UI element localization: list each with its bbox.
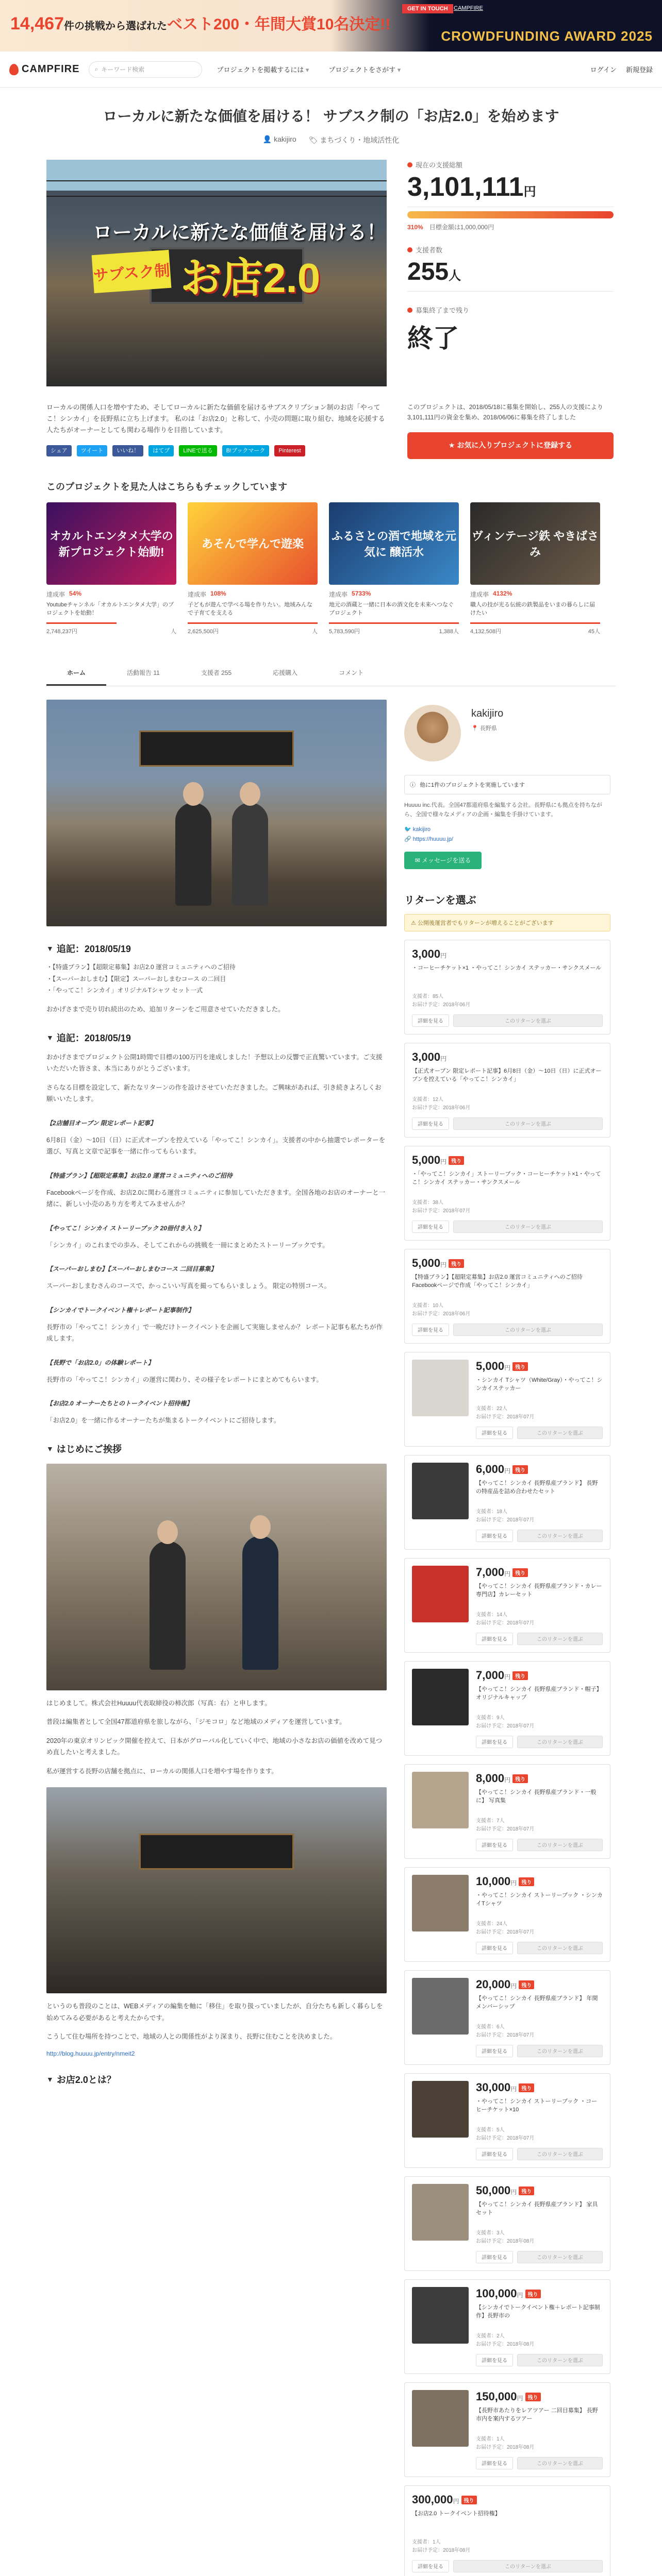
sky: [46, 160, 387, 191]
return-item[interactable]: [404, 2382, 610, 2477]
remaining-value: 終了: [407, 324, 459, 353]
detail-button[interactable]: 詳細を見る: [476, 1736, 513, 1748]
return-meta: 支援者：2人 お届け予定：2018年08月: [476, 2333, 535, 2347]
return-image: [412, 1875, 469, 1931]
person-head: [183, 782, 204, 806]
tab-supporters[interactable]: 支援者 255: [201, 669, 232, 676]
subheading: 【シンカイでトークイベント権＋レポート記事制作】: [46, 1306, 194, 1314]
remaining-label: 募集終了まで残り: [407, 305, 614, 315]
select-return-button[interactable]: このリターンを選ぶ: [517, 1839, 603, 1851]
select-return-button[interactable]: このリターンを選ぶ: [517, 1530, 603, 1542]
remaining-badge: 残り: [461, 2496, 477, 2504]
return-item[interactable]: [404, 1558, 610, 1653]
return-meta: 支援者：10人 お届け予定：2018年06月: [412, 1302, 471, 1317]
return-meta: 支援者：9人 お届け予定：2018年07月: [476, 1715, 535, 1729]
paragraph: 「シンカイ」のこれまでの歩み、そしてこれからの挑戦を一冊にまとめたストーリーブックです。: [46, 1241, 329, 1249]
remaining-badge: 残り: [512, 1568, 528, 1577]
card-thumbnail: オカルトエンタメ大学の新プロジェクト始動!: [46, 502, 176, 585]
person: [175, 803, 211, 906]
paragraph: Facebookページを作成、お店2.0に関わる運営コミュニティに参加していただきます。全国各地のお店のオーナーと一緒に、新しい小売のあり方を考えてみませんか？: [46, 1189, 386, 1208]
select-return-button[interactable]: このリターンを選ぶ: [517, 2148, 603, 2160]
return-meta: 支援者：3人 お届け予定：2018年08月: [476, 2230, 535, 2244]
card-caption: 地元の酒蔵と一緒に日本の酒文化を未来へつなぐプロジェクト: [329, 601, 454, 617]
return-item[interactable]: [404, 1764, 610, 1859]
search-input[interactable]: ⌕ キーワード検索: [89, 61, 202, 78]
return-image: [412, 1772, 469, 1828]
blog-link[interactable]: http://blog.huuuu.jp/entry/nmeit2: [46, 2049, 135, 2057]
person: [242, 1536, 278, 1670]
detail-button[interactable]: 詳細を見る: [412, 2560, 449, 2572]
progress-bar: [407, 211, 614, 218]
owner-place: 📍 長野県: [471, 725, 497, 732]
person-head: [157, 1520, 178, 1544]
owner-link[interactable]: 👤 kakijiro: [262, 135, 296, 143]
detail-button[interactable]: 詳細を見る: [476, 2045, 513, 2057]
owner-link-twitter[interactable]: 🐦 kakijiro: [404, 826, 431, 833]
paragraph: 6月8日（金）〜10日（日）に正式オープンを控えている「やってこ！シンカイ」。支援者の中から抽選でレポーターを選び、写真と文章で記事を一緒に作ってもらいます。: [46, 1136, 386, 1156]
return-title: ・コーヒーチケット×1 ・やってこ！シンカイ ステッカー・サンクスメール: [412, 964, 602, 971]
paragraph: というのも普段のことは、WEBメディアの編集を軸に「移住」を取り扱っていましたが、自分たちも新しく暮らしを始めてみる必要があると考えたからです。: [46, 2003, 383, 2022]
return-buttons: [412, 1014, 603, 1027]
favorite-button[interactable]: ★ お気に入りプロジェクトに登録する: [407, 432, 614, 459]
line-button[interactable]: LINEで送る: [179, 445, 217, 456]
hatena-button[interactable]: はてブ: [148, 445, 174, 456]
card-meta: 4,132,508円 45人: [470, 628, 600, 635]
select-return-button[interactable]: このリターンを選ぶ: [453, 1014, 603, 1027]
return-title: 【シンカイでトークイベント権＋レポート記事制作】長野市の: [476, 2304, 600, 2319]
duo-photo: [46, 1464, 387, 1690]
detail-button[interactable]: 詳細を見る: [412, 1117, 449, 1130]
return-title: ・やってこ！シンカイ ストーリーブック ・コーヒーチケット×10: [476, 2098, 598, 2113]
return-meta: 支援者：1人 お届け予定：2018年08月: [476, 2436, 535, 2450]
card-rate: 達成率 108%: [188, 589, 226, 598]
detail-button[interactable]: 詳細を見る: [476, 2457, 513, 2469]
return-buttons: [476, 1736, 603, 1748]
remaining-badge: 残り: [525, 2290, 541, 2298]
update-list: ・【特盛プラン】【超限定募集】お店2.0 運営コミュニティへのご招待 ・【スーパーおしまむ】【限定】スーパーおしまむコース の二回目 ・「やってこ！シンカイ」オリジナルTシャツ セット一式: [46, 963, 236, 994]
return-title: 【正式オープン 限定レポート記事】6月8日（金）〜10日（日）に正式オープンを控えている「やってこ！シンカイ」: [412, 1067, 602, 1083]
owner-card: [404, 700, 610, 767]
remaining-badge: 残り: [512, 1671, 528, 1680]
return-buttons: [412, 1221, 603, 1233]
return-meta: 支援者：38人 お届け予定：2018年07月: [412, 1199, 471, 1214]
main-content: [0, 700, 662, 2576]
banner-tag[interactable]: GET IN TOUCH: [402, 4, 453, 13]
recommend-card[interactable]: [329, 502, 459, 635]
select-return-button[interactable]: このリターンを選ぶ: [453, 2560, 603, 2572]
owner-name[interactable]: kakijiro: [471, 707, 504, 719]
owner-info: [471, 705, 503, 761]
paragraph: 長野市の「やってこ！シンカイ」の運営に関わり、その様子をレポートにまとめてもらいます。: [46, 1376, 323, 1383]
return-image: [412, 1978, 469, 2035]
paragraph: おかげさまでプロジェクト公開1時間で目標の100万円を達成しました！予想以上の反響で正直驚いています。ご支援いただいた皆さま、本当にありがとうございます。: [46, 1053, 383, 1073]
lead-text: ローカルの関係人口を増やすため、そしてローカルに新たな価値を届けるサブスクリプション制のお店「やってこ！シンカイ」を長野県に立ち上げます。 私のは「お店2.0」と称して、小売の問題に取り組む、地域を応援する人たちがオーナーとしても関わる場作りを目指しています。 シェア ツイート いいね！ はてブ LINEで送る B!ブックマーク Pinterest: [46, 402, 387, 459]
amount-value: 3,101,111円: [407, 172, 614, 207]
returns-title: リターンを選ぶ: [404, 894, 476, 906]
card-caption: 子どもが遊んで学べる場を作りたい。地域みんなで子育てを支える: [188, 601, 312, 617]
select-return-button[interactable]: このリターンを選ぶ: [453, 1117, 603, 1130]
return-price: 300,000円 残り: [412, 2493, 603, 2506]
return-meta: 支援者：18人 お届け予定：2018年07月: [476, 1509, 535, 1523]
return-item[interactable]: [404, 2176, 610, 2271]
return-buttons: [476, 2251, 603, 2263]
intro: [0, 402, 662, 459]
owner-link-site[interactable]: 🔗 https://huuuu.jp/: [404, 836, 454, 842]
detail-button[interactable]: 詳細を見る: [412, 1221, 449, 1233]
return-meta: 支援者：12人 お届け予定：2018年06月: [412, 1096, 471, 1111]
owner-links: [404, 825, 610, 844]
detail-button[interactable]: 詳細を見る: [412, 1014, 449, 1027]
return-body: [476, 1566, 603, 1645]
return-body: [476, 1978, 603, 2057]
wire: [46, 180, 387, 181]
paragraph: こうして住む場所を持つことで、地域の人との関係性がより深まり、長野に住むことを決めました。: [46, 2033, 337, 2041]
section-heading: ▼ 追記：2018/05/19: [46, 942, 387, 955]
recommend-grid: [0, 502, 662, 635]
subheading: 【やってこ！シンカイ ストーリーブック 20冊付き入り】: [46, 1224, 204, 1232]
select-return-button[interactable]: このリターンを選ぶ: [453, 1324, 603, 1336]
select-return-button[interactable]: このリターンを選ぶ: [517, 2045, 603, 2057]
return-price: 5,000円 残り: [412, 1257, 603, 1270]
return-item[interactable]: [404, 2485, 610, 2576]
return-price: 6,000円 残り: [476, 1463, 603, 1476]
tab-home[interactable]: ホーム: [46, 661, 106, 686]
return-body: [476, 2390, 603, 2469]
card-meta: 2,748,237円 人: [46, 628, 176, 635]
clock-icon: [407, 308, 412, 313]
category-link[interactable]: 🏷 まちづくり・地域活性化: [308, 136, 400, 144]
message-button[interactable]: ✉ メッセージを送る: [404, 852, 482, 869]
return-title: 【お店2.0 トークイベント招待権】: [412, 2510, 501, 2517]
detail-button[interactable]: 詳細を見る: [476, 1530, 513, 1542]
return-item[interactable]: [404, 1352, 610, 1447]
return-image: [412, 1463, 469, 1519]
return-buttons: [476, 2045, 603, 2057]
banner-headline: 14,467件の挑戦から選ばれたベスト200・年間大賞10名決定!!: [10, 14, 391, 33]
hero: [0, 160, 662, 386]
detail-button[interactable]: 詳細を見る: [412, 1324, 449, 1336]
return-image: [412, 1669, 469, 1725]
card-rate: 達成率 4132%: [470, 589, 512, 598]
return-title: ・シンカイ Tシャツ（White/Gray）・やってこ！シンカイステッカー: [476, 1377, 603, 1392]
paragraph: 「お店2.0」を一緒に作るオーナーたちが集まるトークイベントにご招待します。: [46, 1417, 280, 1425]
campfire-logo[interactable]: CAMPFIRE: [9, 63, 79, 75]
person-icon: [407, 247, 412, 252]
return-title: 【特盛プラン】【超限定募集】お店2.0 運営コミュニティへのご招待 Facebookページで作成「やってこ！シンカイ」: [412, 1274, 583, 1289]
return-item[interactable]: [404, 2279, 610, 2374]
return-body: [412, 947, 603, 1027]
recommend-card[interactable]: [46, 502, 176, 635]
return-meta: 支援者：1人 お届け予定：2018年08月: [412, 2539, 471, 2553]
subheading: 【長野で「お店2.0」の体験レポート】: [46, 1359, 154, 1366]
return-image: [412, 2081, 469, 2138]
return-body: [476, 1360, 603, 1439]
card-progress: [188, 622, 318, 624]
return-image: [412, 2184, 469, 2241]
section-heading: ▼ 追記：2018/05/19: [46, 1031, 387, 1044]
nav-find-project[interactable]: プロジェクトをさがす ▾: [323, 64, 406, 74]
funding-stats: [407, 160, 614, 386]
info-icon: ⓘ: [410, 782, 416, 788]
return-title: ・「やってこ！シンカイ」ストーリーブック・コーヒーチケット×1・やってこ！シンカイ ステッカー・サンクスメール: [412, 1171, 601, 1186]
paragraph: 長野市の「やってこ！シンカイ」で一晩だけトークイベントを企画して実施しませんか？ レポート記事も私たちが作成します。: [46, 1323, 383, 1343]
owner-other-projects[interactable]: ⓘ 他に1件のプロジェクトを実施しています: [404, 775, 610, 794]
return-meta: 支援者：7人 お届け予定：2018年07月: [476, 1818, 535, 1832]
return-item[interactable]: [404, 1043, 610, 1138]
sidebar: [404, 700, 610, 2576]
return-body: [476, 1463, 603, 1542]
subheading: 【2店舗目オープン 限定レポート記事】: [46, 1119, 156, 1127]
person-head: [250, 1515, 271, 1539]
return-buttons: [412, 1324, 603, 1336]
return-title: 【やってこ！シンカイ 長野県産ブランド】 長野の特産品を詰め合わせたセット: [476, 1480, 598, 1495]
return-body: [476, 2287, 603, 2366]
return-buttons: [476, 2354, 603, 2366]
return-price: 20,000円 残り: [476, 1978, 603, 1991]
person: [150, 1541, 186, 1670]
section-heading: ▼ お店2.0とは？: [46, 2073, 387, 2086]
remaining-badge: 残り: [512, 1362, 528, 1371]
return-image: [412, 1360, 469, 1416]
return-body: [476, 2081, 603, 2160]
paragraph: おかげさまで売り切れ続出のため、追加リターンをご用意させていただきました。: [46, 1006, 285, 1013]
return-title: 【やってこ！シンカイ 長野県産ブランド・カレー専門店】カレーセット: [476, 1583, 602, 1598]
return-body: [476, 1772, 603, 1851]
return-buttons: [476, 2148, 603, 2160]
card-rate: 達成率 5733%: [329, 589, 371, 598]
return-body: [412, 1257, 603, 1336]
flame-icon: [9, 64, 19, 75]
return-title: 【やってこ！シンカイ 長野県産ブランド】 家具セット: [476, 2201, 598, 2216]
return-body: [476, 2184, 603, 2263]
card-caption: 職人の技が光る伝統の鉄製品をいまの暮らしに届けたい: [470, 601, 595, 617]
detail-button[interactable]: 詳細を見る: [476, 1633, 513, 1645]
return-price: 7,000円 残り: [476, 1669, 603, 1682]
project-meta: [0, 135, 662, 145]
detail-button[interactable]: 詳細を見る: [476, 2354, 513, 2366]
share-buttons: [46, 445, 387, 456]
card-caption: Youtubeチャンネル「オカルトエンタメ大学」のプロジェクトを始動！: [46, 601, 174, 617]
hero-tag: サブスク制: [92, 250, 172, 293]
header: [0, 52, 662, 88]
return-price: 7,000円 残り: [476, 1566, 603, 1579]
nav-start-project[interactable]: プロジェクトを掲載するには ▾: [211, 64, 314, 74]
shop-photo: [46, 1787, 387, 1993]
return-item[interactable]: [404, 1455, 610, 1550]
return-price: 150,000円 残り: [476, 2390, 603, 2403]
banner-award-title: CROWDFUNDING AWARD 2025: [441, 28, 653, 44]
return-title: ・やってこ！シンカイ ストーリーブック ・シンカイTシャツ: [476, 1892, 603, 1907]
pinterest-button[interactable]: Pinterest: [274, 445, 305, 456]
card-progress: [470, 622, 600, 624]
return-buttons: [476, 1942, 603, 1954]
return-meta: 支援者：6人 お届け予定：2018年07月: [476, 2024, 535, 2038]
return-buttons: [476, 2457, 603, 2469]
project-title: ローカルに新たな価値を届ける！ サブスク制の「お店2.0」を始めます: [103, 108, 559, 124]
return-price: 50,000円 残り: [476, 2184, 603, 2197]
select-return-button[interactable]: このリターンを選ぶ: [517, 1427, 603, 1439]
card-thumbnail: あそんで学んで遊楽: [188, 502, 318, 585]
card-progress: [46, 622, 117, 624]
paragraph: スーパーおしまむさんのコースで、かっこいい写真を撮ってもらいましょう。 限定の特別コース。: [46, 1282, 331, 1290]
return-price: 30,000円 残り: [476, 2081, 603, 2094]
card-rate: 達成率 54%: [46, 589, 82, 598]
article: [46, 700, 387, 2576]
tab-comments[interactable]: コメント: [339, 669, 364, 676]
detail-button[interactable]: 詳細を見る: [476, 1942, 513, 1954]
return-buttons: [476, 1530, 603, 1542]
paragraph: さらなる目標を設定して、新たなリターンの作を設けさせていただきました。ご興味があれば、引き続きよろしくお願いいたします。: [46, 1083, 382, 1103]
return-item[interactable]: [404, 1249, 610, 1344]
return-item[interactable]: [404, 1970, 610, 2065]
return-item[interactable]: [404, 1661, 610, 1756]
main-image[interactable]: [46, 160, 387, 386]
hero-overlay-text: ローカルに新たな価値を届ける！: [93, 222, 387, 244]
paragraph: 私が運営する長野の店舗を拠点に、ローカルの関係人口を増やす場を作ります。: [46, 1767, 278, 1775]
return-price: 3,000円: [412, 1050, 447, 1063]
return-item[interactable]: [404, 1867, 610, 1962]
return-item[interactable]: [404, 2073, 610, 2168]
return-price: 100,000円 残り: [476, 2287, 603, 2300]
tab-reports[interactable]: 活動報告 11: [127, 669, 160, 676]
return-price: 5,000円 残り: [412, 1154, 603, 1167]
return-body: [412, 2493, 603, 2572]
select-return-button[interactable]: このリターンを選ぶ: [517, 2251, 603, 2263]
search-icon: ⌕: [94, 65, 98, 73]
return-body: [476, 1875, 603, 1954]
paragraph: 2020年の東京オリンピック開催を控えて、日本がグローバル化していく中で、地域の小さなお店の価値を改めて見つめ直したいと考えました。: [46, 1737, 383, 1756]
like-button[interactable]: いいね！: [112, 445, 143, 456]
owner-description: Huuuu inc.代表。全国47都道府県を編集する会社。長野県にも拠点を持ちながら、全国で様々なメディアの企画・編集を手掛けています。: [404, 802, 602, 818]
remaining-badge: 残り: [525, 2393, 541, 2401]
project-tabs: [46, 661, 616, 686]
remaining-badge: 残り: [449, 1259, 464, 1268]
return-price: 3,000円: [412, 947, 447, 960]
paragraph: はじめまして。株式会社Huuuu代表取締役の柿次郎（写真：右）と申します。: [46, 1699, 271, 1707]
card-thumbnail: ヴィンテージ鉄 やきばさみ: [470, 502, 600, 585]
paragraph: 普段は編集者として全国47都道府県を旅しながら、「ジモコロ」など地域のメディアを運営しています。: [46, 1718, 346, 1726]
returns-list: [404, 940, 610, 2576]
detail-button[interactable]: 詳細を見る: [476, 2251, 513, 2263]
return-body: [412, 1154, 603, 1233]
tweet-button[interactable]: ツイート: [77, 445, 107, 456]
return-item[interactable]: [404, 940, 610, 1035]
person: [232, 803, 268, 906]
card-meta: 5,783,590円 1,388人: [329, 628, 459, 635]
section-heading: ▼ はじめにご挨拶: [46, 1442, 387, 1455]
coin-icon: [407, 162, 412, 167]
signup-link[interactable]: 新規登録: [625, 66, 653, 74]
award-banner[interactable]: [0, 0, 662, 52]
shop-sign: [139, 731, 294, 767]
person-head: [240, 782, 260, 806]
banner-link[interactable]: CAMPFIRE: [454, 5, 483, 11]
return-meta: 支援者：22人 お届け予定：2018年07月: [476, 1405, 535, 1420]
return-buttons: [476, 1633, 603, 1645]
hero-big-text: お店2.0: [180, 255, 321, 301]
card-meta: 2,625,500円 人: [188, 628, 318, 635]
supporters-label: 支援者数: [407, 245, 614, 255]
select-return-button[interactable]: このリターンを選ぶ: [453, 1221, 603, 1233]
remaining-badge: 残り: [449, 1156, 464, 1165]
return-title: 【やってこ！シンカイ 長野県産ブランド・帽子】オリジナルキャップ: [476, 1686, 602, 1701]
goal-text: 310% 目標金額は1,000,000円: [407, 224, 494, 231]
return-item[interactable]: [404, 1146, 610, 1241]
subheading: 【特盛プラン】【超限定募集】お店2.0 運営コミュニティへのご招待: [46, 1172, 233, 1179]
remaining-badge: 残り: [519, 2187, 534, 2195]
card-progress: [329, 622, 459, 624]
return-title: 【やってこ！シンカイ 長野県産ブランド・一般に】 写真集: [476, 1789, 597, 1804]
select-return-button[interactable]: このリターンを選ぶ: [517, 2354, 603, 2366]
return-meta: 支援者：14人 お届け予定：2018年07月: [476, 1612, 535, 1626]
select-return-button[interactable]: このリターンを選ぶ: [517, 1942, 603, 1954]
login-link[interactable]: ログイン: [590, 66, 617, 74]
remaining-badge: 残り: [519, 1877, 534, 1886]
return-buttons: [476, 1427, 603, 1439]
detail-button[interactable]: 詳細を見る: [476, 1839, 513, 1851]
return-meta: 支援者：5人 お届け予定：2018年07月: [476, 2127, 535, 2141]
recommend-card[interactable]: [470, 502, 600, 635]
recommend-card[interactable]: [188, 502, 318, 635]
progress-fill: [407, 211, 614, 218]
tab-purchase[interactable]: 応援購入: [273, 669, 298, 676]
card-thumbnail: ふるさとの酒で地域を元気に 醸活水: [329, 502, 459, 585]
return-buttons: [412, 2560, 603, 2572]
bookmark-button[interactable]: B!ブックマーク: [222, 445, 270, 456]
select-return-button[interactable]: このリターンを選ぶ: [517, 1633, 603, 1645]
subheading: 【スーパーおしまむ】【スーパーおしまむコース 二回目募集】: [46, 1265, 217, 1273]
returns-note: ⚠ 公開後運営者でもリターンが増えることがございます: [404, 914, 610, 931]
street-photo: [46, 700, 387, 926]
supporters-value: 255人: [407, 258, 614, 292]
remaining-badge: 残り: [519, 2083, 534, 2092]
return-price: 8,000円 残り: [476, 1772, 603, 1785]
detail-button[interactable]: 詳細を見る: [476, 1427, 513, 1439]
return-price: 10,000円 残り: [476, 1875, 603, 1888]
wire: [46, 196, 387, 197]
subheading: 【お店2.0 オーナーたちとのトークイベント招待権】: [46, 1400, 193, 1408]
return-meta: 支援者：24人 お届け予定：2018年07月: [476, 1921, 535, 1935]
return-image: [412, 2390, 469, 2447]
remaining-badge: 残り: [519, 1980, 534, 1989]
return-buttons: [476, 1839, 603, 1851]
return-title: 【やってこ！シンカイ 長野県産ブランド】 年間メンバーシップ: [476, 1995, 598, 2010]
share-button[interactable]: シェア: [46, 445, 72, 456]
remaining-badge: 残り: [512, 1465, 528, 1474]
detail-button[interactable]: 詳細を見る: [476, 2148, 513, 2160]
return-meta: 支援者：85人 お届け予定：2018年06月: [412, 993, 471, 1008]
return-body: [476, 1669, 603, 1748]
return-image: [412, 1566, 469, 1622]
select-return-button[interactable]: このリターンを選ぶ: [517, 1736, 603, 1748]
shop-sign: [139, 1834, 294, 1870]
return-price: 5,000円 残り: [476, 1360, 603, 1373]
return-image: [412, 2287, 469, 2344]
amount-label: 現在の支援総額: [407, 160, 614, 170]
avatar[interactable]: [404, 705, 461, 761]
select-return-button[interactable]: このリターンを選ぶ: [517, 2457, 603, 2469]
recommend-title: このプロジェクトを見た人はこちらもチェックしています: [46, 481, 288, 492]
period-info: このプロジェクトは、2018/05/18に募集を開始し、255人の支援により 3,101,111円の資金を集め、2018/06/06に募集を終了しました ★ お気に入りプロジェクトに登録する: [407, 402, 614, 459]
remaining-badge: 残り: [512, 1774, 528, 1783]
return-title: 【長野市あたりをレアツアー 二回目募集】 長野市内を案内するツアー: [476, 2407, 598, 2422]
return-buttons: [412, 1117, 603, 1130]
return-body: [412, 1050, 603, 1130]
